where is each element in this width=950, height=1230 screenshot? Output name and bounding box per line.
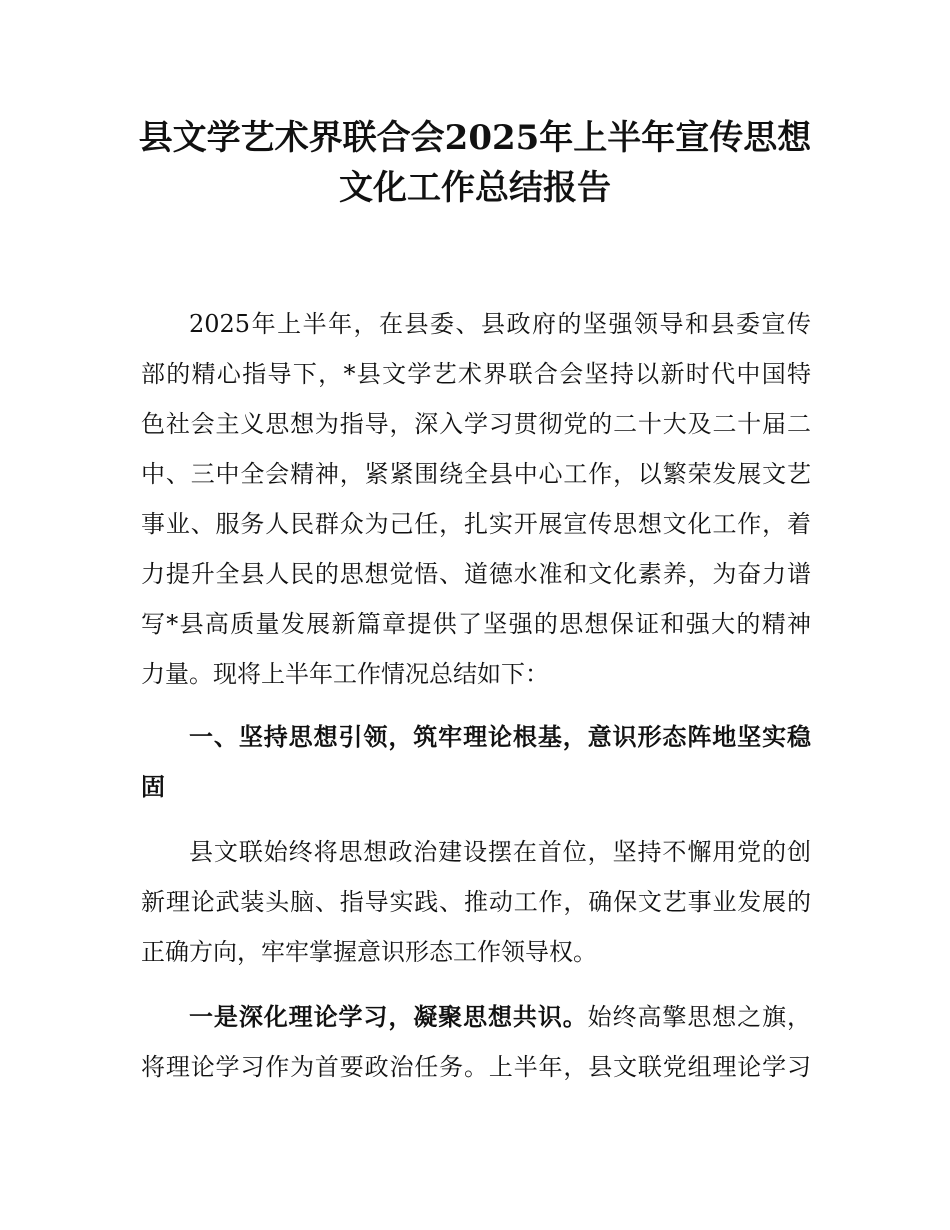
section-1-heading-line-1: 一、坚持思想引领，筑牢理论根基，意识形态阵地坚实稳 xyxy=(189,723,811,751)
intro-line-7: 写*县高质量发展新篇章提供了坚强的思想保证和强大的精神 xyxy=(141,610,811,638)
intro-line-2: 部的精心指导下，*县文学艺术界联合会坚持以新时代中国特 xyxy=(141,360,811,388)
section-1-heading-line-2: 固 xyxy=(141,773,165,801)
intro-line-5: 事业、服务人民群众为己任，扎实开展宣传思想文化工作，着 xyxy=(141,510,811,538)
subpoint-1-bold-lead: 一是深化理论学习，凝聚思想共识。 xyxy=(189,1003,588,1031)
intro-line-6: 力提升全县人民的思想觉悟、道德水准和文化素养，为奋力谱 xyxy=(141,560,811,588)
document-title-line-1: 县文学艺术界联合会2025年上半年宣传思想 xyxy=(138,118,812,158)
intro-line-4: 中、三中全会精神，紧紧围绕全县中心工作，以繁荣发展文艺 xyxy=(141,460,811,488)
section-1-para-line-1: 县文联始终将思想政治建设摆在首位，坚持不懈用党的创 xyxy=(189,838,811,866)
section-1-para-line-2: 新理论武装头脑、指导实践、推动工作，确保文艺事业发展的 xyxy=(141,888,811,916)
intro-line-1: 2025年上半年，在县委、县政府的坚强领导和县委宣传 xyxy=(189,310,811,338)
section-1-para-line-3: 正确方向，牢牢掌握意识形态工作领导权。 xyxy=(141,938,597,966)
intro-line-8: 力量。现将上半年工作情况总结如下： xyxy=(141,660,549,688)
subpoint-1-line-2: 将理论学习作为首要政治任务。上半年，县文联党组理论学习 xyxy=(141,1053,811,1081)
document-title-line-2: 文化工作总结报告 xyxy=(339,168,611,208)
subpoint-1-line-1-rest: 始终高擎思想之旗， xyxy=(587,1003,812,1031)
intro-line-3: 色社会主义思想为指导，深入学习贯彻党的二十大及二十届二 xyxy=(141,410,811,438)
subpoint-1-line-1 xyxy=(189,1000,811,1034)
